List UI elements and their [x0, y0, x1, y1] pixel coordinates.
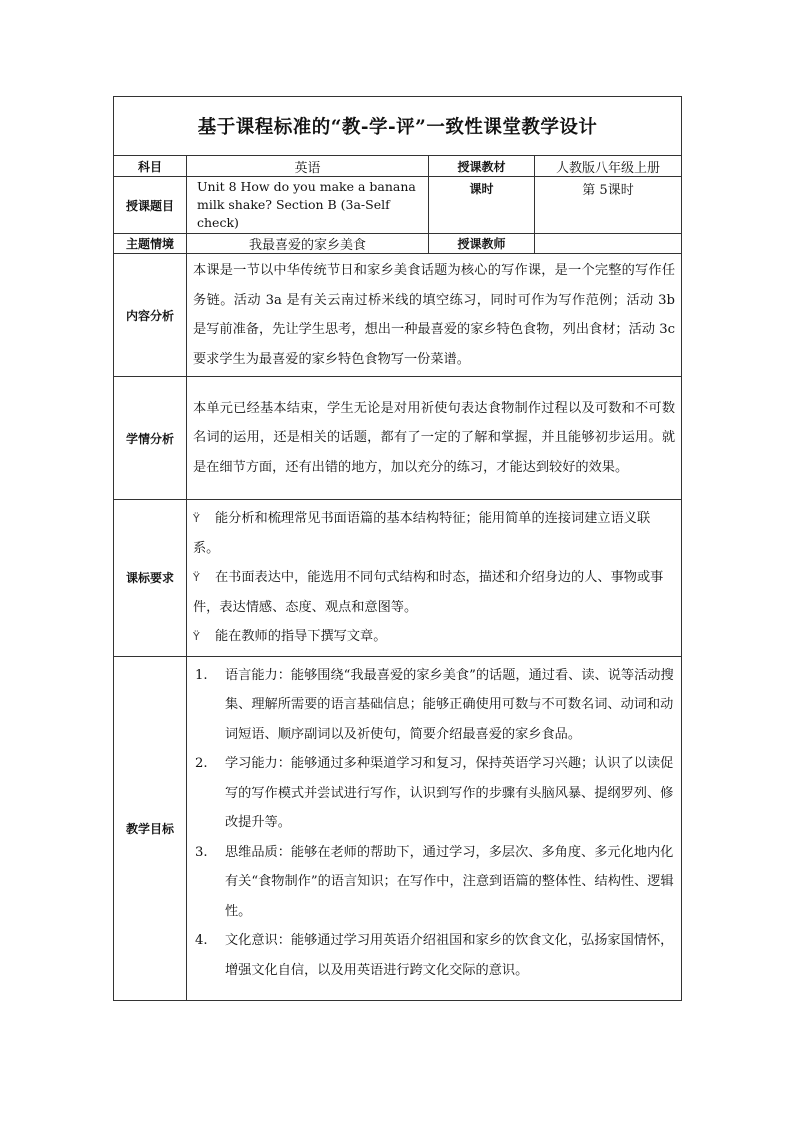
objectives-label: 教学目标 [114, 656, 187, 1000]
topic-value: Unit 8 How do you make a banana milk shake? Section B (3a-Self check) [187, 177, 429, 234]
context-value: 我最喜爱的家乡美食 [187, 234, 429, 254]
textbook-label: 授课教材 [429, 156, 535, 177]
objective-item: 4. 文化意识：能够通过学习用英语介绍祖国和家乡的饮食文化，弘扬家国情怀，增强文化自信，以及用英语进行跨文化交际的意识。 [195, 933, 674, 978]
objective-item: 2. 学习能力：能够通过多种渠道学习和复习，保持英语学习兴趣；认识了以读促写的写作模式并尝试进行写作，认识到写作的步骤有头脑风暴、提纲罗列、修改提升等。 [195, 756, 674, 830]
subject-label: 科目 [114, 156, 187, 177]
content-analysis-text: 本课是一节以中华传统节日和家乡美食话题为核心的写作课，是一个完整的写作任务链。活动 3a 是有关云南过桥米线的填空练习，同时可作为写作范例；活动 3b 是写前准备，先让学生思考，想出一种最喜爱的家乡特色食物，列出食材；活动 3c 要求学生为最喜爱的家乡特色食物写一份菜谱。 [187, 254, 682, 377]
content-analysis-row [114, 254, 682, 377]
subject-value: 英语 [187, 156, 429, 177]
topic-label: 授课题目 [114, 177, 187, 234]
textbook-value: 人教版八年级上册 [535, 156, 682, 177]
objective-item: 1. 语言能力：能够围绕“我最喜爱的家乡美食”的话题，通过看、读、说等活动搜集、理解所需要的语言基础信息；能够正确使用可数与不可数名词、动词和动词短语、顺序副词以及祈使句，简要介绍最喜爱的家乡食品。 [195, 667, 674, 742]
student-analysis-row [114, 377, 682, 500]
curriculum-label: 课标要求 [114, 500, 187, 657]
requirement-item: Ÿ 能分析和梳理常见书面语篇的基本结构特征；能用简单的连接词建立语义联系。 [193, 504, 675, 563]
teacher-value [535, 234, 682, 254]
bullet-icon: Ÿ [193, 512, 200, 525]
teacher-label: 授课教师 [429, 234, 535, 254]
title-row [114, 97, 682, 156]
requirement-item: Ÿ 能在教师的指导下撰写文章。 [193, 622, 675, 652]
student-analysis-text: 本单元已经基本结束，学生无论是对用祈使句表达食物制作过程以及可数和不可数名词的运用，还是相关的话题，都有了一定的了解和掌握，并且能够初步运用。就是在细节方面，还有出错的地方，加以充分的练习，才能达到较好的效果。 [187, 377, 682, 500]
lesson-design-table [113, 96, 682, 1001]
objective-item: 3. 思维品质：能够在老师的帮助下，通过学习，多层次、多角度、多元化地内化有关“食物制作”的语言知识；在写作中，注意到语篇的整体性、结构性、逻辑性。 [195, 844, 674, 919]
document-title: 基于课程标准的“教-学-评”一致性课堂教学设计 [114, 97, 682, 156]
context-label: 主题情境 [114, 234, 187, 254]
objectives-cell [187, 656, 682, 1000]
objectives-list [187, 657, 681, 990]
student-analysis-label: 学情分析 [114, 377, 187, 500]
bullet-icon: Ÿ [193, 571, 200, 584]
period-value: 第 5课时 [535, 177, 682, 234]
content-analysis-label: 内容分析 [114, 254, 187, 377]
curriculum-row [114, 500, 682, 657]
context-row [114, 234, 682, 254]
curriculum-requirements [187, 500, 682, 657]
subject-row [114, 156, 682, 177]
bullet-icon: Ÿ [193, 630, 200, 643]
topic-row [114, 177, 682, 234]
period-label: 课时 [429, 177, 535, 234]
requirement-item: Ÿ 在书面表达中，能选用不同句式结构和时态，描述和介绍身边的人、事物或事件，表达情感、态度、观点和意图等。 [193, 563, 675, 622]
objectives-row [114, 656, 682, 1000]
